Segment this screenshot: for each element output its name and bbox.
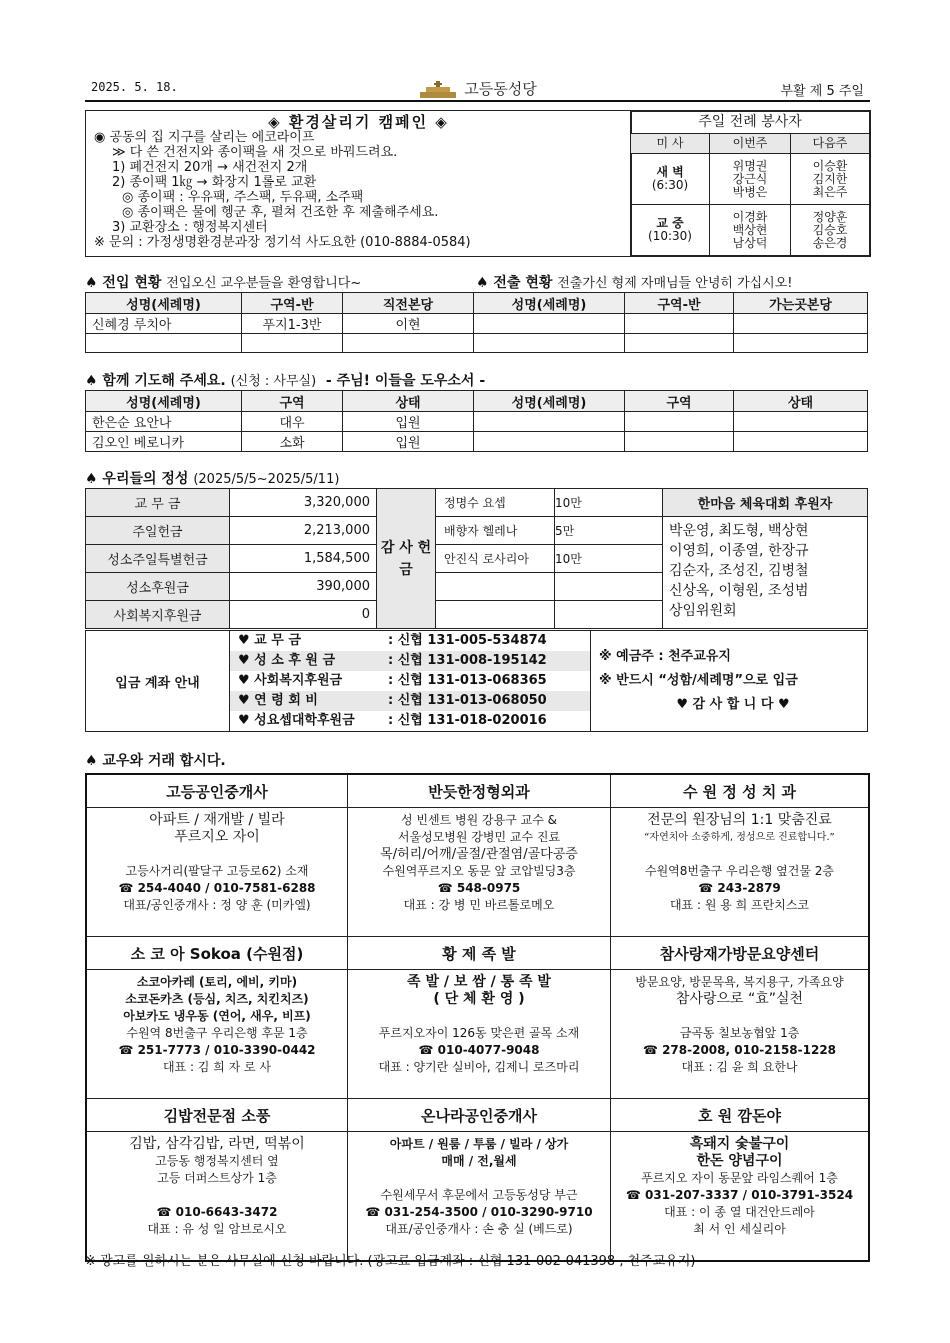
this-week-cell: 이경화 백상현 남상덕 [710,205,791,256]
campaign-line: 1) 폐건전지 20개 → 새건전지 2개 [112,160,308,175]
col-header: 다음주 [791,134,870,154]
offering-label: 성소주일특별헌금 [86,545,230,573]
col-header: 구역-반 [242,293,343,314]
offering-amount: 0 [230,601,377,629]
servers-table [630,111,870,256]
campaign-line: 3) 교환장소 : 행정복지센터 [112,220,268,235]
account-notes: ※ 예금주 : 천주교유지 ※ 반드시 “성함/세례명”으로 입금 ♥ 감 사 합 니 다 ♥ [591,631,868,732]
account-label: 입금 계좌 안내 [86,631,230,732]
offering-label: 주일헌금 [86,517,230,545]
transfer-table [85,292,868,353]
offering-label: 교 무 금 [86,489,230,517]
campaign-title: ◈ 환경살리기 캠페인 ◈ [268,113,449,131]
donor-name: 배향자 헬레나 [436,517,555,545]
next-week-cell: 정양훈 김승호 송은경 [791,205,870,256]
liturgy-servers-box [630,110,871,257]
offering-label: 사회복지후원금 [86,601,230,629]
servers-title: 주일 전례 봉사자 [631,112,870,134]
ads-table [85,773,870,1262]
donor-amount: 10만 [555,489,663,517]
church-icon [418,80,458,100]
campaign-line: 2) 종이팩 1㎏ → 화장지 1롤로 교환 [112,175,317,190]
offering-table [85,488,868,629]
prayer-table [85,390,868,452]
parish-name: 고등동성당 [464,80,537,98]
col-header: 성명(세례명) [474,391,625,412]
campaign-line: ◎ 종이팩은 물에 헹군 후, 펼쳐 건조한 후 제출해주세요. [122,205,439,220]
ad-body: 전문의 원장님의 1:1 맞춤진료 “자연치아 소중하게, 정성으로 진료합니다.” 수원역8번출구 우리은행 옆건물 2층 ☎ 243-2879 대표 : 원 용 희 프란치스코 [611,808,870,937]
ad-body: 소코아카레 (토리, 에비, 키마) 소코돈카츠 (등심, 치즈, 치킨치즈) 아보카도 냉우동 (연어, 새우, 비프) 수원역 8번출구 우리은행 후문 1층 ☎ 251-7773 / 010-3390-0442 대표 : 김 희 자 로 사 [86,970,348,1099]
col-header: 상태 [343,391,474,412]
col-header: 구역-반 [625,293,734,314]
ad-body: 아파트 / 원룸 / 투룸 / 빌라 / 상가 매매 / 전,월세 수원세무서 후문에서 고등동성당 부근 ☎ 031-254-3500 / 010-3290-9710 대표/공인중개사 : 손 충 실 (베드로) [348,1132,611,1262]
table-row [86,334,868,353]
ad-name: 황 제 족 발 [348,937,611,970]
offering-amount: 1,584,500 [230,545,377,573]
ad-body: 족 발 / 보 쌈 / 통 족 발 ( 단 체 환 영 ) 푸르지오자이 126동 맞은편 골목 소재 ☎ 010-4077-9048 대표 : 양기란 실비아, 김제니 로즈마리 [348,970,611,1099]
sponsor-list: 박운영, 최도형, 백상현 이영희, 이종열, 한장규 김순자, 조성진, 김병철 신상옥, 이형원, 조성범 상임위원회 [663,517,868,629]
ads-heading: ♠ 교우와 거래 합시다. [85,753,226,769]
col-header: 직전본당 [343,293,474,314]
offering-amount: 3,320,000 [230,489,377,517]
campaign-contact: ※ 문의 : 가정생명환경분과장 정기석 사도요한 (010-8884-0584) [94,235,471,250]
offering-label: 성소후원금 [86,573,230,601]
issue-date: 2025. 5. 18. [91,80,178,94]
bulletin-header [85,78,870,102]
thanks-offering-label: 감 사 헌 금 [377,489,436,629]
sponsor-title: 한마음 체육대회 후원자 [663,489,868,517]
transfer-out-heading: ♠ 전출 현황 전출가신 형제 자매님들 안녕히 가십시오! [476,275,793,291]
ad-name: 온나라공인중개사 [348,1099,611,1132]
col-header: 가는곳본당 [734,293,868,314]
col-header: 성명(세례명) [86,293,242,314]
table-row: 한은순 요안나 대우 입원 [86,412,868,432]
ad-name: 반듯한정형외과 [348,774,611,808]
ad-name: 소 코 아 Sokoa (수원점) [86,937,348,970]
donor-amount: 5만 [555,517,663,545]
account-list: ♥ 교 무 금 : 신협 131-005-534874 ♥ 성 소 후 원 금 : 신협 131-008-195142 ♥ 사회복지후원금 : 신협 131-013-068365 ♥ 연 령 회 비 : 신협 131-013-068050 ♥ 성요셉대학후원금 : 신협 131-018-020016 [230,631,591,732]
col-header: 성명(세례명) [474,293,625,314]
donor-name: 안진식 로사리아 [436,545,555,573]
next-week-cell: 이승환 김지한 최은주 [791,154,870,205]
ad-name: 호 원 깜돈야 [611,1099,870,1132]
ad-body: 성 빈센트 병원 강용구 교수 & 서울성모병원 강병민 교수 진료 목/허리/어깨/골절/관절염/골다공증 수원역푸르지오 동문 앞 코압빌딩3층 ☎ 548-0975 대표 : 강 병 민 바르톨로메오 [348,808,611,937]
ads-footer-note: ※ 광고를 원하시는 분은 사무실에 신청 바랍니다. (광고료 입금계좌 : 신협 131-002-041398 , 천주교유지) [85,1254,696,1269]
col-header: 상태 [734,391,868,412]
offering-amount: 2,213,000 [230,517,377,545]
ad-body: 아파트 / 재개발 / 빌라 푸르지오 자이 고등사거리(팔달구 고등로62) 소재 ☎ 254-4040 / 010-7581-6288 대표/공인중개사 : 정 양 훈 (미카엘) [86,808,348,937]
liturgical-week: 부활 제 5 주일 [780,84,864,99]
col-header: 미 사 [631,134,710,154]
mass-cell: 새 벽 (6:30) [631,154,710,205]
table-row: 김오인 베로니카 소화 입원 [86,432,868,452]
offering-heading: ♠ 우리들의 정성 (2025/5/5~2025/5/11) [85,471,340,487]
mass-cell: 교 중 (10:30) [631,205,710,256]
ad-body: 방문요양, 방문목욕, 복지용구, 가족요양 참사랑으로 “효”실천 금곡동 칠보농협앞 1층 ☎ 278-2008, 010-2158-1228 대표 : 김 윤 희 요한나 [611,970,870,1099]
col-header: 성명(세례명) [86,391,242,412]
offering-amount: 390,000 [230,573,377,601]
ad-name: 수 원 정 성 치 과 [611,774,870,808]
campaign-line: ≫ 다 쓴 건전지와 종이팩을 새 것으로 바꿔드려요. [112,145,398,160]
account-table [85,630,868,732]
environment-campaign-box [85,110,632,257]
campaign-line: ◎ 종이팩 : 우유팩, 주스팩, 두유팩, 소주팩 [122,190,364,205]
this-week-cell: 위명권 강근식 박병은 [710,154,791,205]
ad-body: 흑돼지 숯불구이 한돈 양념구이 푸르지오 자이 동문앞 라임스퀘어 1층 ☎ 031-207-3337 / 010-3791-3524 대표 : 이 종 열 대건안드레아 최 서 인 세실리아 [611,1132,870,1262]
table-row: 신혜경 루치아 푸지1-3반 이현 [86,314,868,334]
campaign-line: ◉ 공동의 집 지구를 살리는 에코라이프 [94,130,315,145]
donor-amount: 10만 [555,545,663,573]
col-header: 이번주 [710,134,791,154]
ad-name: 참사랑재가방문요양센터 [611,937,870,970]
ad-name: 고등공인중개사 [86,774,348,808]
donor-name: 정명수 요셉 [436,489,555,517]
parish-title [85,78,870,100]
prayer-heading: ♠ 함께 기도해 주세요. (신청 : 사무실) - 주님! 이들을 도우소서 - [85,373,486,389]
ad-name: 김밥전문점 소풍 [86,1099,348,1132]
col-header: 구역 [242,391,343,412]
ad-body: 김밥, 삼각김밥, 라면, 떡볶이 고등동 행정복지센터 옆 고등 더퍼스트상가 1층 ☎ 010-6643-3472 대표 : 유 성 일 암브로시오 [86,1132,348,1262]
transfer-in-heading: ♠ 전입 현황 전입오신 교우분들을 환영합니다~ [85,275,362,291]
col-header: 구역 [625,391,734,412]
